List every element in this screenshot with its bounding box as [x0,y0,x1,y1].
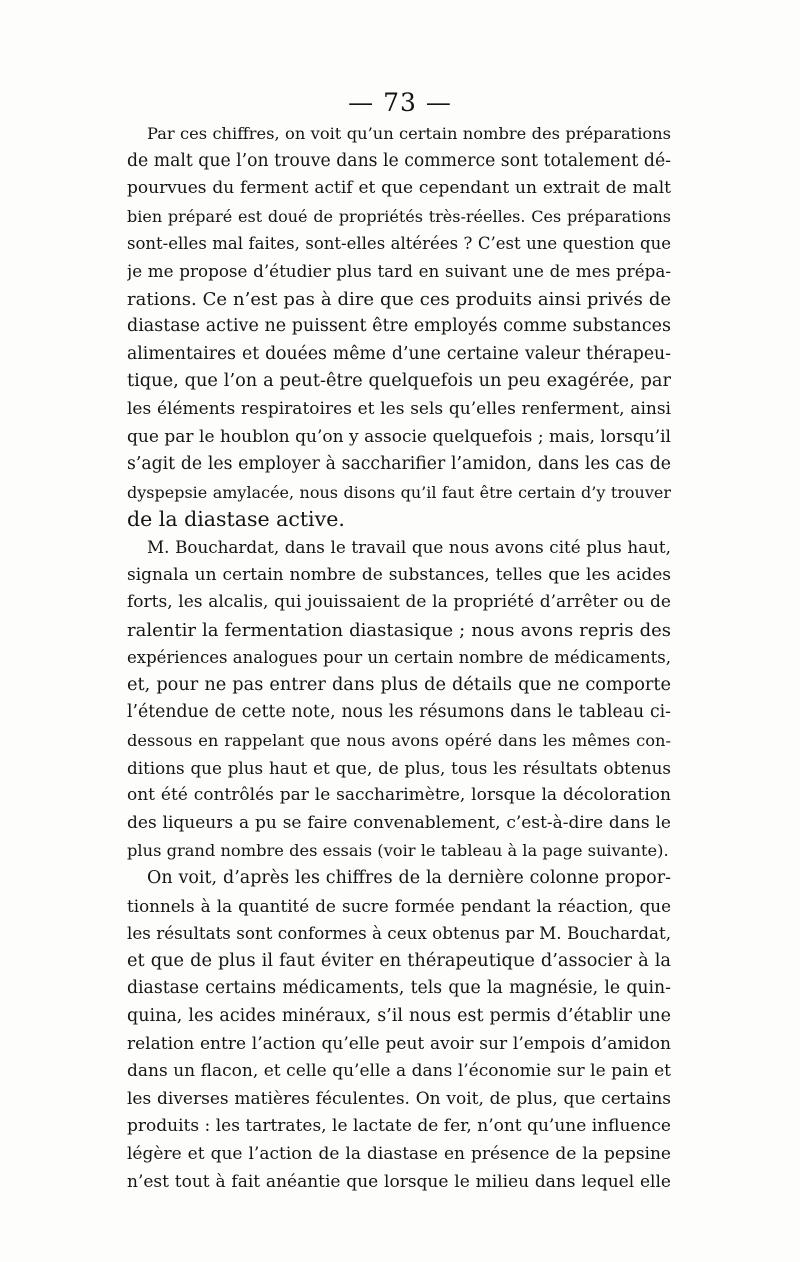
text-line: dyspepsie amylacée, nous disons qu’il faut être certain d’y trouver [127,482,671,502]
text-line: les éléments respiratoires et les sels qu’elles renferment, ainsi [127,398,671,419]
text-line: sont-elles mal faites, sont-elles altérées ? C’est une question que [127,234,671,254]
text-line: des liqueurs a pu se faire convenablement, c’est-à-dire dans le [127,812,671,833]
text-line: tionnels à la quantité de sucre formée pendant la réaction, que [127,895,671,916]
text-line: l’étendue de cette note, nous les résumons dans le tableau ci- [127,702,671,723]
text-line: plus grand nombre des essais (voir le tableau à la page suivante). [127,841,669,861]
text-line: n’est tout à fait anéantie que lorsque le milieu dans lequel elle [127,1171,671,1192]
text-line: tique, que l’on a peut-être quelquefois un peu exagérée, par [127,371,671,392]
text-line: et, pour ne pas entrer dans plus de détails que ne comporte [127,674,671,695]
text-line: les diverses matières féculentes. On voit, de plus, que certains [127,1088,671,1109]
text-line: que par le houblon qu’on y associe quelquefois ; mais, lorsqu’il [127,426,671,447]
text-line: bien préparé est doué de propriétés très-réelles. Ces préparations [127,206,671,226]
text-line: de la diastase active. [127,507,345,532]
text-line: M. Bouchardat, dans le travail que nous avons cité plus haut, [147,536,671,557]
text-line: rations. Ce n’est pas à dire que ces produits ainsi privés de [127,288,671,310]
text-line: ont été contrôlés par le saccharimètre, lorsque la décoloration [127,785,671,806]
body-text [127,120,671,1196]
text-line: je me propose d’étudier plus tard en suivant une de mes prépa- [127,260,671,281]
text-line: forts, les alcalis, qui jouissaient de la propriété d’arrêter ou de [127,592,671,613]
text-line: expériences analogues pour un certain nombre de médicaments, [127,648,671,668]
text-line: On voit, d’après les chiffres de la dernière colonne propor- [147,868,671,889]
text-line: et que de plus il faut éviter en thérapeutique d’associer à la [127,950,671,971]
text-line: ditions que plus haut et que, de plus, tous les résultats obtenus [127,757,671,778]
text-line: produits : les tartrates, le lactate de fer, n’ont qu’une influence [127,1116,671,1137]
text-line: diastase active ne puissent être employés comme substances [127,316,671,337]
text-line: de malt que l’on trouve dans le commerce sont totalement dé- [127,150,671,171]
text-line: diastase certains médicaments, tels que la magnésie, le quin- [127,978,671,999]
text-line: pourvues du ferment actif et que cependant un extrait de malt [127,178,671,199]
text-line: relation entre l’action qu’elle peut avoir sur l’empois d’amidon [127,1033,671,1054]
text-line: alimentaires et douées même d’une certaine valeur thérapeu- [127,343,671,364]
text-line: quina, les acides minéraux, s’il nous est permis d’établir une [127,1006,671,1026]
text-line: Par ces chiffres, on voit qu’un certain nombre des préparations [147,124,671,143]
text-line: dessous en rappelant que nous avons opéré dans les mêmes con- [127,731,671,751]
text-line: ralentir la fermentation diastasique ; nous avons repris des [127,619,671,641]
text-line: signala un certain nombre de substances, telles que les acides [127,564,671,585]
text-line: dans un flacon, et celle qu’elle a dans l’économie sur le pain et [127,1061,671,1082]
page-number: — 73 — [348,88,452,117]
text-line: les résultats sont conformes à ceux obtenus par M. Bouchardat, [127,923,671,944]
text-line: légère et que l’action de la diastase en présence de la pepsine [127,1143,671,1164]
text-line: s’agit de les employer à saccharifier l’amidon, dans les cas de [127,454,671,475]
